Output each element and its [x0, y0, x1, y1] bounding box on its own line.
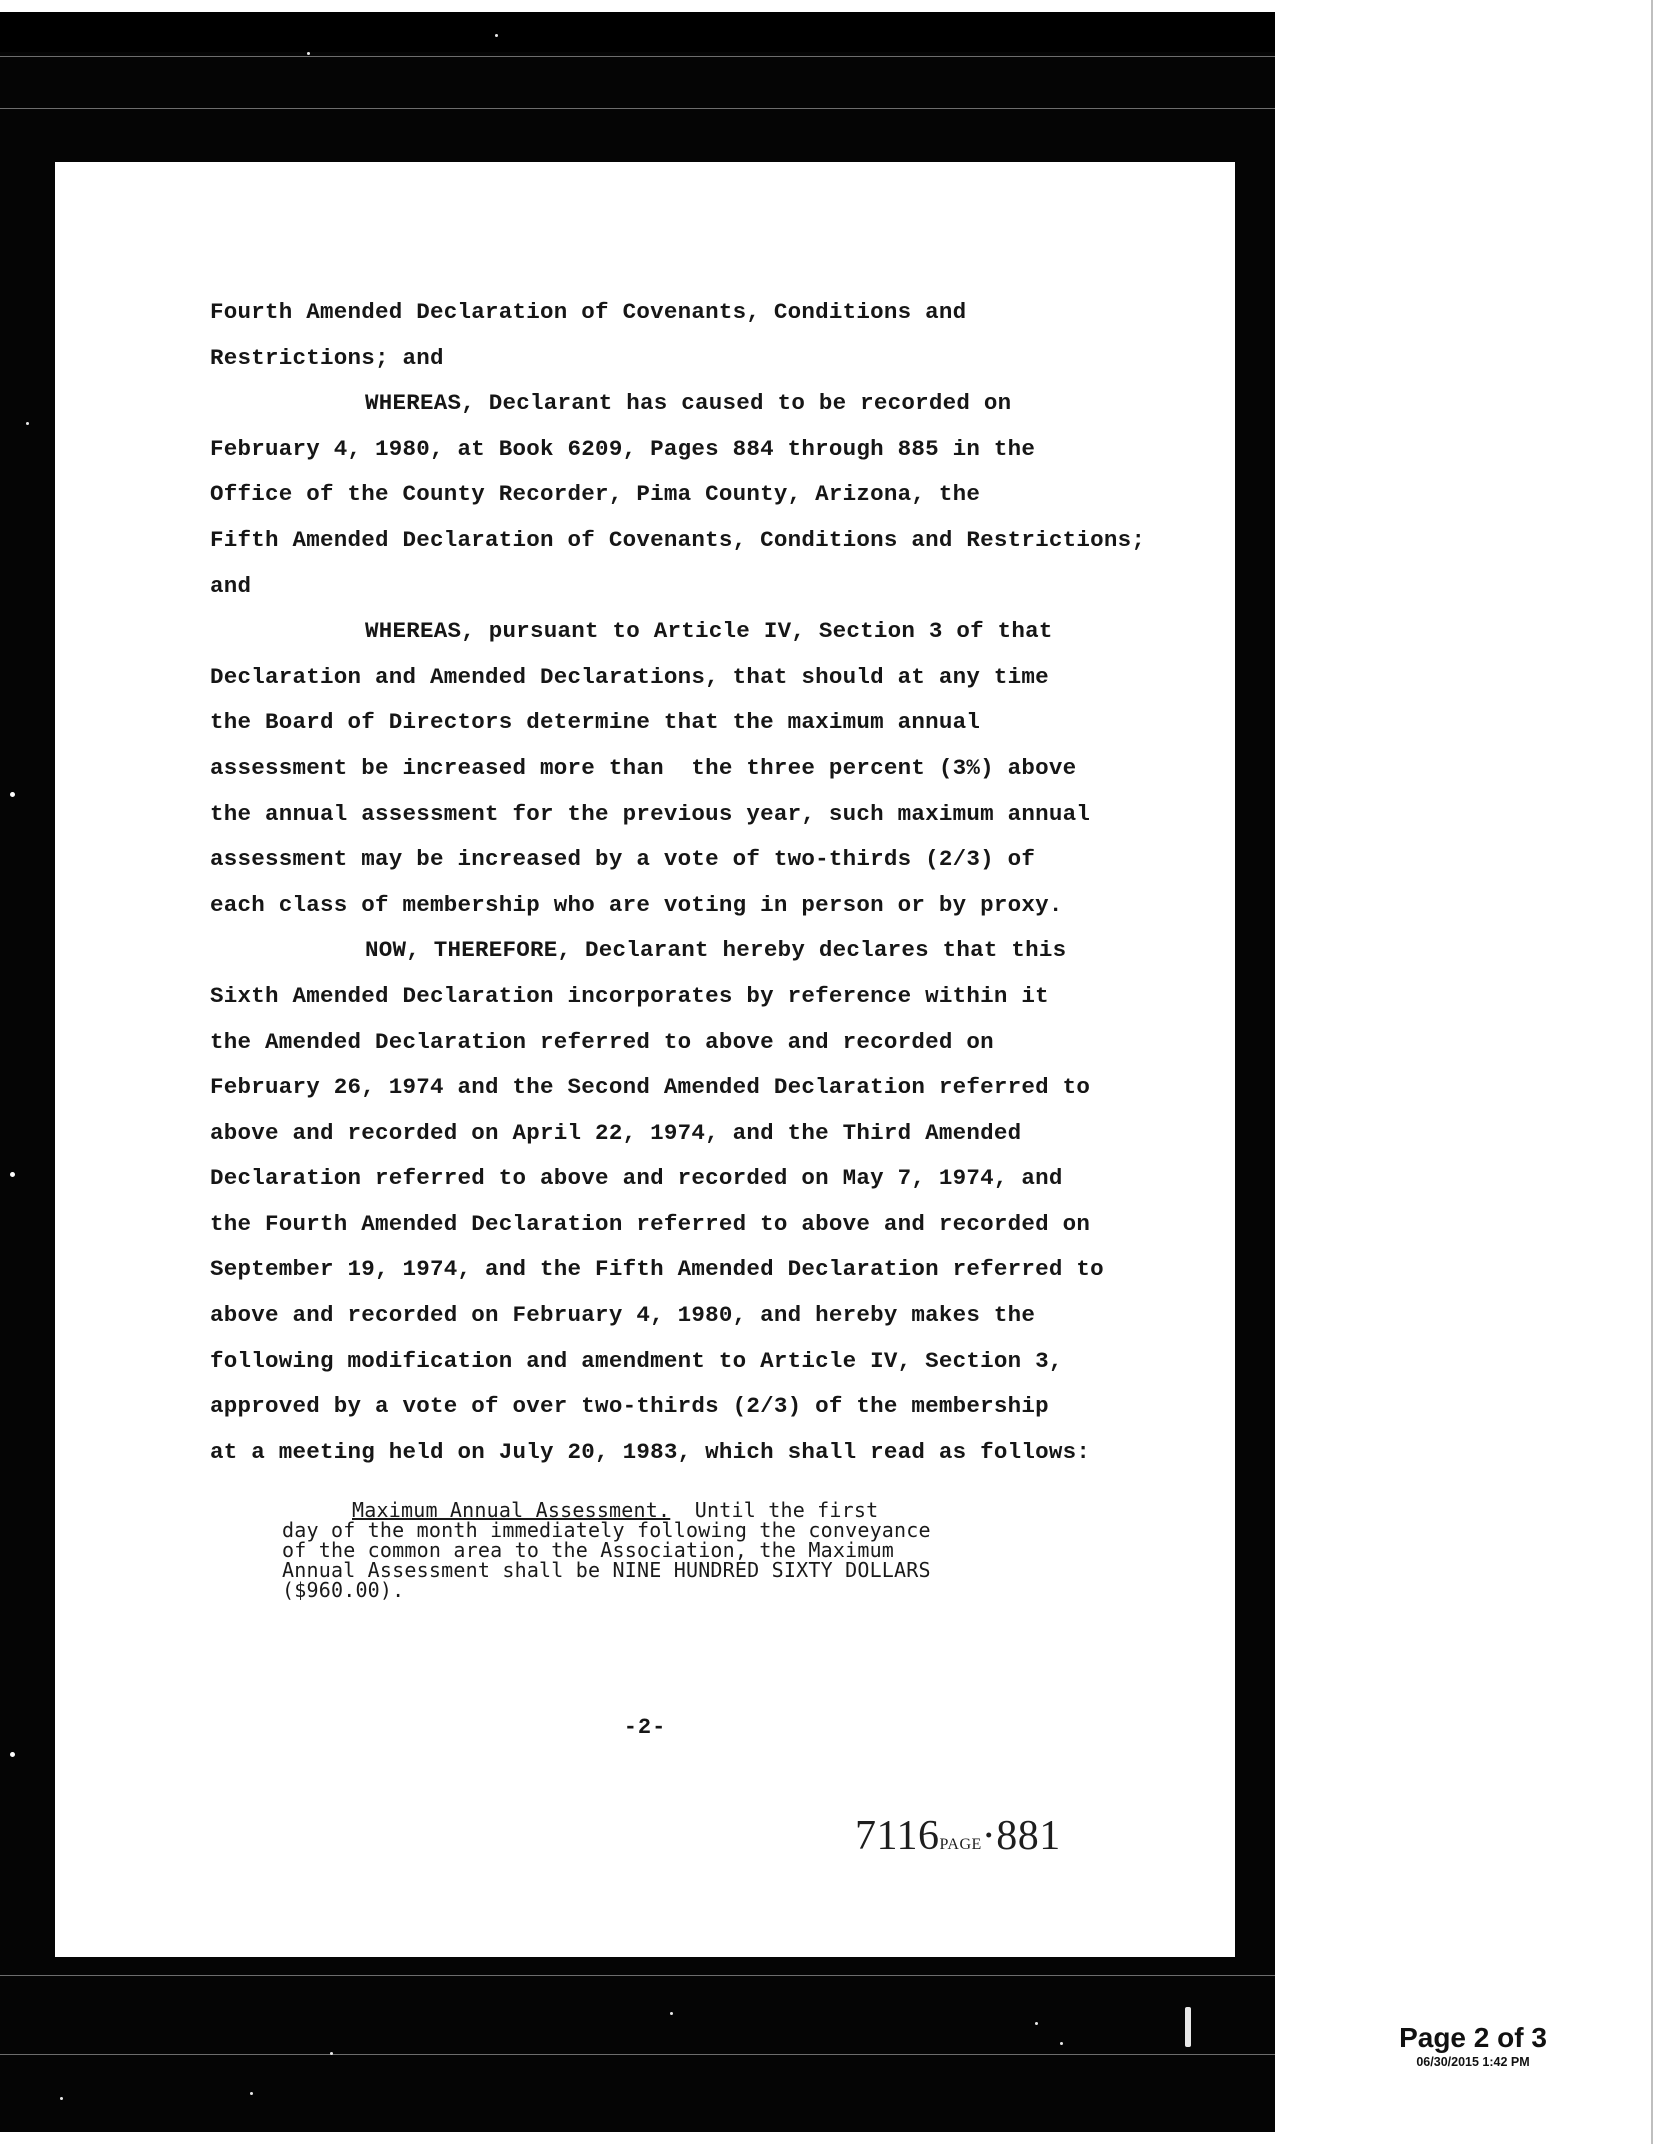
- body-line: each class of membership who are voting in person or by proxy.: [210, 891, 1063, 918]
- scan-speck: [307, 52, 310, 55]
- scan-rule-lower: [0, 1975, 1275, 1976]
- quote-heading: Maximum Annual Assessment.: [352, 1498, 671, 1522]
- body-line: February 26, 1974 and the Second Amended Declaration referred to: [210, 1074, 1091, 1101]
- scan-margin-mark: [10, 792, 15, 797]
- body-line: February 4, 1980, at Book 6209, Pages 884 through 885 in the: [210, 435, 1036, 462]
- scan-speck: [250, 2092, 253, 2095]
- body-line: the Amended Declaration referred to above and recorded on: [210, 1028, 994, 1055]
- scan-rule-top: [0, 56, 1275, 57]
- scan-speck: [1185, 2007, 1191, 2047]
- body-line: approved by a vote of over two-thirds (2/3) of the membership: [210, 1393, 1049, 1420]
- body-line: Declaration referred to above and recorded on May 7, 1974, and: [210, 1165, 1063, 1192]
- body-line: assessment may be increased by a vote of two-thirds (2/3) of: [210, 846, 1036, 873]
- scan-speck: [1035, 2022, 1038, 2025]
- body-line: the Fourth Amended Declaration referred to above and recorded on: [210, 1210, 1091, 1237]
- scan-speck: [60, 2097, 63, 2100]
- body-line: NOW, THEREFORE, Declarant hereby declares that this: [365, 937, 1067, 964]
- quote-first-line-rest: Until the first: [670, 1498, 879, 1522]
- body-line: above and recorded on February 4, 1980, and hereby makes the: [210, 1302, 1036, 1329]
- body-line: Sixth Amended Declaration incorporates by reference within it: [210, 982, 1049, 1009]
- body-line: WHEREAS, pursuant to Article IV, Section 3 of that: [365, 618, 1053, 645]
- book-number: 7116: [855, 1813, 940, 1859]
- quote-first-line: [282, 1500, 1102, 1520]
- body-line: and: [210, 572, 252, 599]
- body-line: the annual assessment for the previous year, such maximum annual: [210, 800, 1091, 827]
- body-line: WHEREAS, Declarant has caused to be recorded on: [365, 390, 1012, 417]
- viewer-edge-rule: [1651, 0, 1653, 2144]
- print-timestamp: 06/30/2015 1:42 PM: [1416, 2055, 1530, 2069]
- quote-line: Annual Assessment shall be NINE HUNDRED SIXTY DOLLARS: [282, 1558, 931, 1582]
- assessment-quote: [282, 1500, 1102, 1600]
- body-line: above and recorded on April 22, 1974, and the Third Amended: [210, 1119, 1022, 1146]
- scan-speck: [670, 2012, 673, 2015]
- body-line: at a meeting held on July 20, 1983, which shall read as follows:: [210, 1438, 1091, 1465]
- book-page-stamp: [855, 1812, 1061, 1860]
- scan-speck: [330, 2052, 333, 2055]
- body-line: the Board of Directors determine that the maximum annual: [210, 709, 981, 736]
- scan-margin-mark: [10, 1172, 15, 1177]
- scan-speck: [495, 34, 498, 37]
- body-line: Office of the County Recorder, Pima County, Arizona, the: [210, 481, 981, 508]
- declaration-body: [210, 290, 1170, 1475]
- scan-rule-upper: [0, 108, 1275, 109]
- page-number: -2-: [623, 1715, 667, 1740]
- body-line: Restrictions; and: [210, 344, 444, 371]
- body-line: Fourth Amended Declaration of Covenants, Conditions and: [210, 299, 967, 325]
- document-page: [55, 162, 1235, 1957]
- body-line: Declaration and Amended Declarations, that should at any time: [210, 663, 1049, 690]
- quote-line: of the common area to the Association, the Maximum: [282, 1538, 895, 1562]
- body-line: following modification and amendment to Article IV, Section 3,: [210, 1347, 1063, 1374]
- body-line: September 19, 1974, and the Fifth Amended Declaration referred to: [210, 1256, 1104, 1283]
- scan-speck: [26, 422, 29, 425]
- quote-line: ($960.00).: [282, 1578, 405, 1602]
- body-line: assessment be increased more than the three percent (3%) above: [210, 754, 1077, 781]
- scan-top-band: [0, 12, 1275, 52]
- scan-rule-bottom: [0, 2054, 1275, 2055]
- book-page-label: PAGE: [939, 1836, 982, 1853]
- body-line: Fifth Amended Declaration of Covenants, Conditions and Restrictions;: [210, 526, 1146, 553]
- page-indicator: Page 2 of 3: [1399, 2022, 1547, 2053]
- scan-speck: [1060, 2042, 1063, 2045]
- scanned-page-frame: [0, 12, 1275, 2132]
- scan-margin-mark: [10, 1752, 15, 1757]
- book-page-number: ·881: [981, 1813, 1061, 1859]
- quote-line: day of the month immediately following the conveyance: [282, 1518, 931, 1542]
